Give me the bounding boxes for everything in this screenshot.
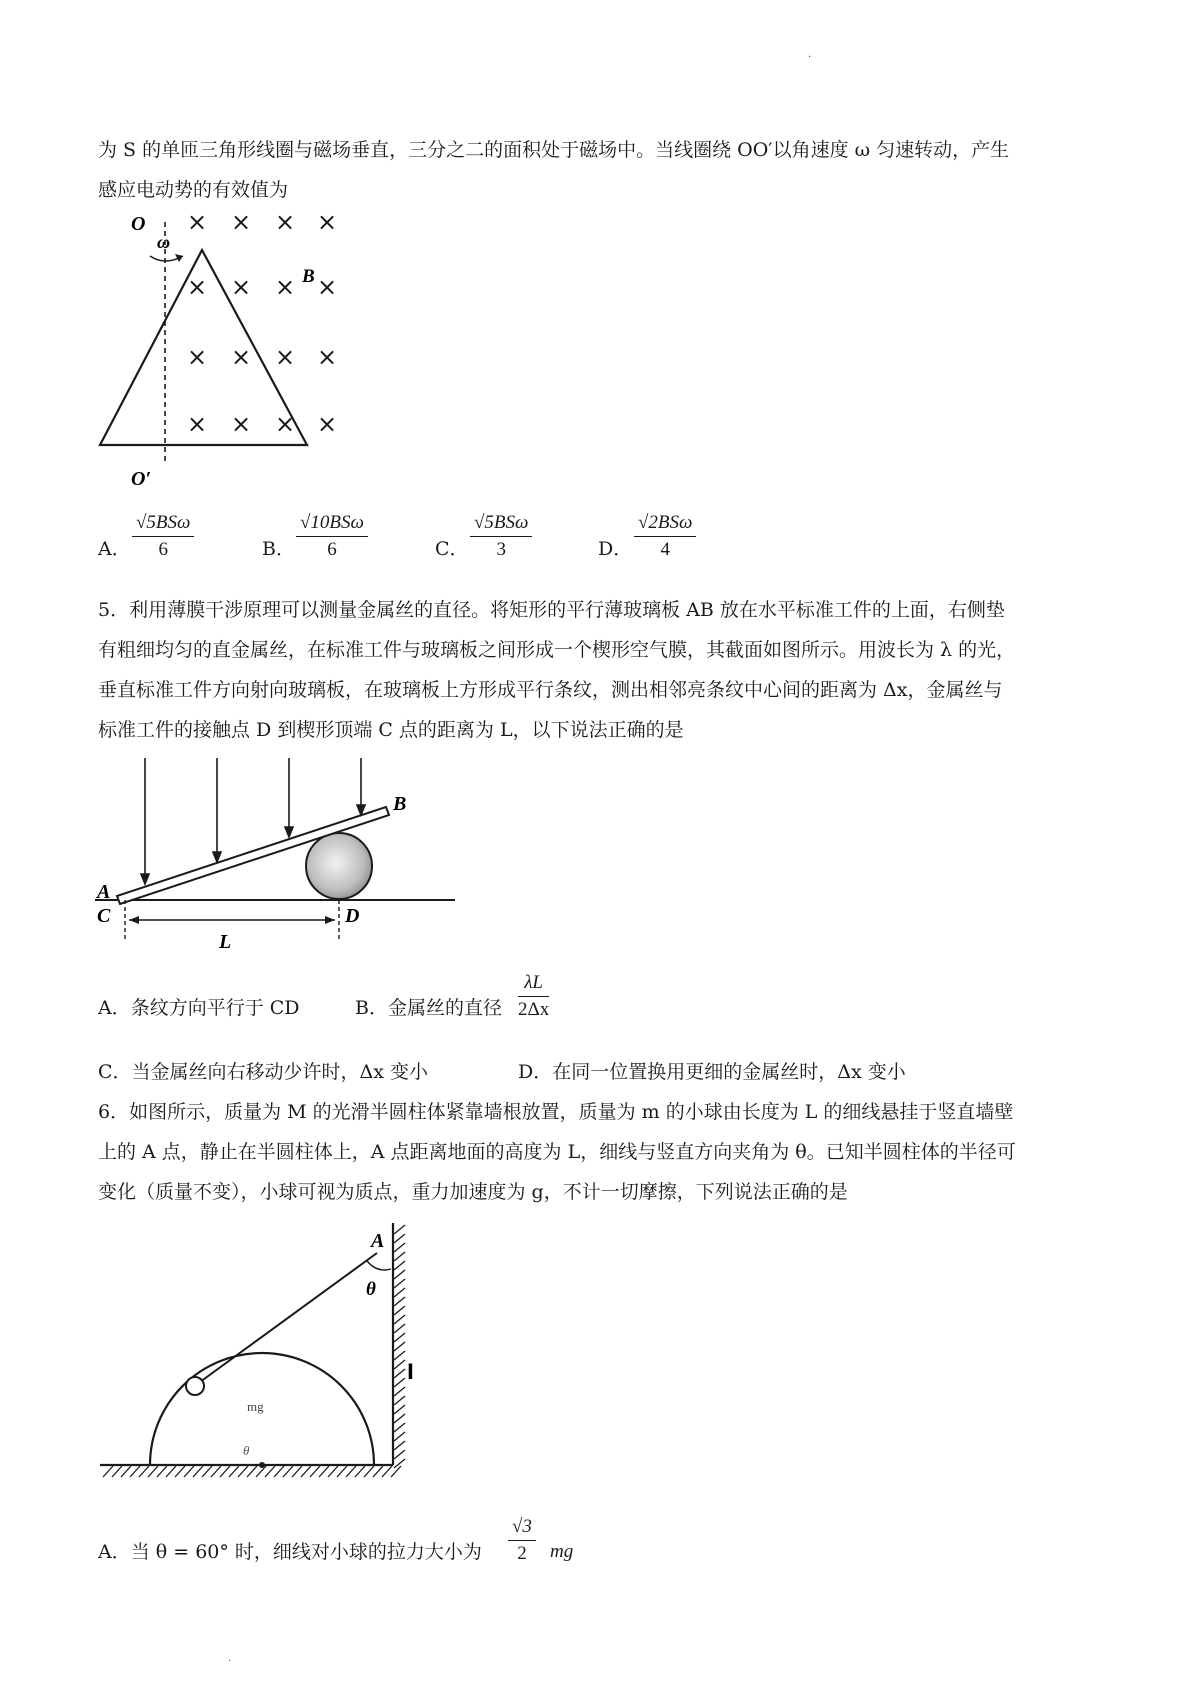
field-cross-mark: × — [275, 410, 296, 438]
field-crosses — [187, 210, 337, 438]
field-cross-mark: × — [231, 343, 252, 371]
q4-option-b-key: B． — [262, 538, 295, 560]
ground-hatch — [103, 1466, 401, 1477]
label-C: C — [97, 905, 111, 927]
q5-stem-line1: 5．利用薄膜干涉原理可以测量金属丝的直径。将矩形的平行薄玻璃板 AB 放在水平标准工件的上面，右侧垫 — [98, 599, 1005, 621]
label-mg: mg — [247, 1399, 264, 1414]
field-cross-mark: × — [231, 410, 252, 438]
q5-option-b-den: 2Δx — [518, 999, 550, 1020]
q5-stem-line3: 垂直标准工件方向射向玻璃板，在玻璃板上方形成平行条纹，测出相邻亮条纹中心间的距离为 Δx，金属丝与 — [98, 679, 1003, 701]
q4-stem-line1: 为 S 的单匝三角形线圈与磁场垂直，三分之二的面积处于磁场中。当线圈绕 OO′以角速度 ω 匀速转动，产生 — [98, 139, 1010, 161]
field-cross-mark: × — [187, 210, 208, 236]
q5-option-d: D．在同一位置换用更细的金属丝时，Δx 变小 — [518, 1061, 906, 1083]
q5-option-b-text: B．金属丝的直径 — [355, 997, 502, 1019]
label-O: O — [131, 213, 146, 235]
field-cross-mark: × — [275, 273, 296, 301]
label-l: l — [407, 1360, 414, 1384]
q6-stem-line2: 上的 A 点，静止在半圆柱体上，A 点距离地面的高度为 L，细线与竖直方向夹角为 θ。已知半圆柱体的半径可 — [98, 1141, 1016, 1163]
scan-dot: · — [808, 52, 812, 63]
field-cross-mark: × — [187, 410, 208, 438]
field-cross-mark: × — [317, 410, 338, 438]
field-cross-mark: × — [275, 343, 296, 371]
q4-option-c-den: 3 — [496, 539, 506, 560]
q4-option-b-num: √10BSω — [296, 512, 368, 537]
field-cross-mark: × — [317, 343, 338, 371]
q5-stem-line4: 标准工件的接触点 D 到楔形顶端 C 点的距离为 L，以下说法正确的是 — [98, 719, 684, 741]
q4-option-c-num: √5BSω — [470, 512, 532, 537]
scan-dot: · — [228, 1656, 232, 1667]
q4-option-a-den: 6 — [158, 539, 168, 560]
q5-option-c: C．当金属丝向右移动少许时，Δx 变小 — [98, 1061, 429, 1083]
q4-option-b-den: 6 — [327, 539, 337, 560]
label-A: A — [371, 1230, 385, 1252]
q4-option-a-key: A． — [98, 538, 131, 560]
q4-option-b-fraction — [296, 512, 368, 561]
q4-option-c-key: C． — [435, 538, 469, 560]
label-O-prime: O′ — [131, 468, 152, 490]
field-cross-mark: × — [187, 273, 208, 301]
field-cross-mark: × — [231, 273, 252, 301]
label-L: L — [219, 931, 232, 950]
q6-stem-line1: 6．如图所示，质量为 M 的光滑半圆柱体紧靠墙根放置，质量为 m 的小球由长度为 L 的细线悬挂于竖直墙壁 — [98, 1101, 1014, 1123]
label-B: B — [302, 266, 315, 287]
wall-hatch — [394, 1225, 405, 1468]
q6-option-a-num: √3 — [508, 1516, 536, 1541]
q5-stem-line2: 有粗细均匀的直金属丝，在标准工件与玻璃板之间形成一个楔形空气膜，其截面如图所示。用波长为 λ 的光， — [98, 639, 1016, 661]
q5-wedge-figure — [95, 750, 475, 950]
q4-option-c-fraction — [470, 512, 532, 561]
q6-halfcylinder-figure — [95, 1215, 435, 1485]
label-omega: ω — [157, 232, 171, 252]
label-theta-faint: θ — [243, 1443, 250, 1458]
q4-stem-line2: 感应电动势的有效值为 — [98, 179, 289, 201]
q5-option-a: A．条纹方向平行于 CD — [98, 997, 300, 1019]
field-cross-mark: × — [317, 273, 338, 301]
field-cross-mark: × — [275, 210, 296, 236]
q5-option-b-num: λL — [518, 972, 549, 997]
field-cross-mark: × — [231, 210, 252, 236]
q6-stem-line3: 变化（质量不变），小球可视为质点，重力加速度为 g，不计一切摩擦，下列说法正确的是 — [98, 1181, 848, 1203]
label-A: A — [97, 881, 111, 903]
label-D: D — [345, 905, 360, 927]
q4-option-d-den: 4 — [660, 539, 670, 560]
q5-option-b-fraction — [518, 972, 549, 1021]
q4-option-a-fraction — [132, 512, 194, 561]
q6-option-a-text: A．当 θ = 60° 时，细线对小球的拉力大小为 — [98, 1541, 482, 1563]
q4-option-d-num: √2BSω — [634, 512, 696, 537]
label-theta: θ — [366, 1279, 376, 1300]
field-cross-mark: × — [187, 343, 208, 371]
q6-option-a-fraction — [508, 1516, 536, 1565]
q4-option-a-num: √5BSω — [132, 512, 194, 537]
q4-option-d-fraction — [634, 512, 696, 561]
label-B: B — [393, 793, 407, 815]
q4-option-d-key: D． — [598, 538, 633, 560]
q6-option-a-tail: mg — [550, 1541, 574, 1562]
q6-option-a-den: 2 — [517, 1543, 527, 1564]
q4-coil-figure — [95, 210, 375, 490]
field-cross-mark: × — [317, 210, 338, 236]
